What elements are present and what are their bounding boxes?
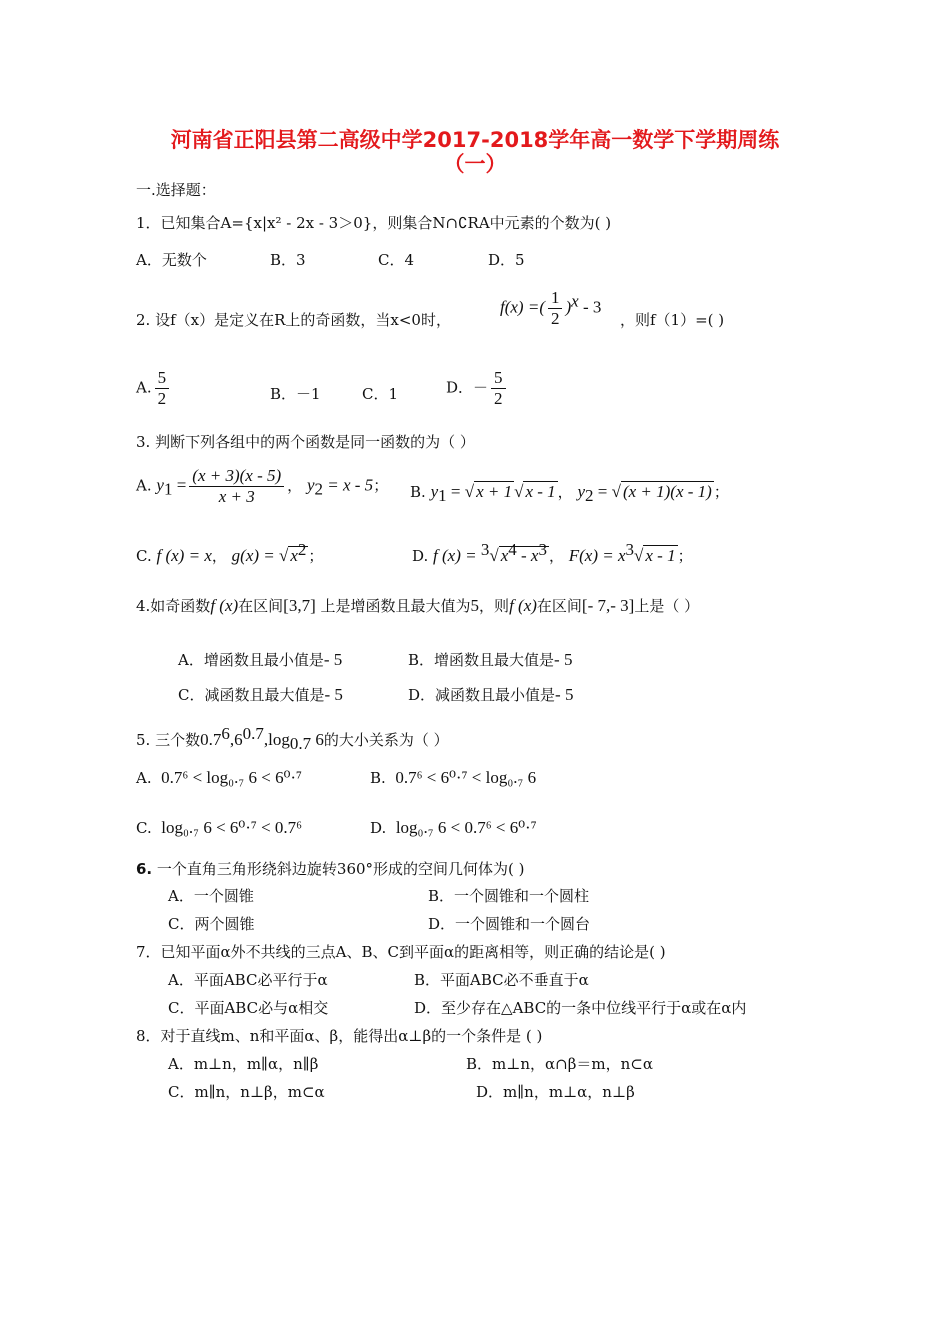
q3-option-a: A. $y_1$ = $\frac{(x + 3)(x - 5)}{x + 3}$ ， $y_2 = x - 5$； bbox=[136, 466, 389, 506]
q1-option-a: A．无数个 bbox=[136, 251, 207, 269]
q5-stem: 5. 三个数$0.7^6,6^{0.7},\log_{0.7}$ 6的大小关系为（ ） bbox=[136, 724, 449, 753]
q1-stem: 1．已知集合A={x|x² - 2x - 3＞0}，则集合N∩∁RA中元素的个数为( ) bbox=[136, 214, 612, 232]
q5-option-d: D. log₀.₇ 6 < 0.7⁶ < 6⁰·⁷ bbox=[370, 818, 537, 837]
q4-stem: 4.如奇函数f (x)在区间[3,7] 上是增函数且最大值为5，则f (x)在区间[- 7,- 3]上是（ ） bbox=[136, 596, 700, 615]
q7-option-c: C．平面ABC必与α相交 bbox=[168, 999, 329, 1017]
q8-option-c: C．m∥n，n⊥β，m⊂α bbox=[168, 1083, 325, 1101]
page-subtitle: （一） bbox=[443, 152, 507, 176]
q3-option-b: B. $y_1$ = √ x + 1 √ x - 1 ， $y_2$ = √ (x + 1)(x - 1) ； bbox=[410, 482, 729, 505]
q2-stem-end: ，则f（1）=( ) bbox=[620, 311, 725, 329]
q6-option-b: B．一个圆锥和一个圆柱 bbox=[428, 887, 590, 905]
q7-option-b: B．平面ABC必不垂直于α bbox=[414, 971, 589, 989]
q6-option-c: C．两个圆锥 bbox=[168, 915, 255, 933]
section-heading: 一.选择题： bbox=[136, 181, 216, 199]
q1-option-d: D．5 bbox=[488, 251, 525, 269]
q2-option-d: D．－ $\frac{5}{2}$ bbox=[446, 368, 509, 409]
q2-option-a: A. $\frac{5}{2}$ bbox=[136, 368, 172, 409]
q5-option-b: B. 0.7⁶ < 6⁰·⁷ < log₀.₇ 6 bbox=[370, 768, 537, 787]
q5-option-a: A. 0.7⁶ < log₀.₇ 6 < 6⁰·⁷ bbox=[136, 768, 302, 787]
q6-option-a: A．一个圆锥 bbox=[168, 887, 254, 905]
q3-option-d: D. f (x) = $^3$√ $x^4 - x^3$ ， $F(x) = x^3√$ x - 1 ； bbox=[412, 540, 693, 565]
q1-option-b: B．3 bbox=[270, 251, 306, 269]
q2-option-c: C．1 bbox=[362, 385, 399, 403]
q2-option-b: B．－1 bbox=[270, 385, 321, 403]
q8-option-a: A．m⊥n，m∥α，n∥β bbox=[168, 1055, 319, 1073]
q4-option-c: C．减函数且最大值是- 5 bbox=[178, 685, 343, 704]
q7-stem: 7．已知平面α外不共线的三点A、B、C到平面α的距离相等，则正确的结论是( ) bbox=[136, 943, 666, 961]
q8-option-b: B．m⊥n，α∩β＝m，n⊂α bbox=[466, 1055, 653, 1073]
q4-option-b: B．增函数且最大值是- 5 bbox=[408, 650, 573, 669]
q2-formula: f(x) =( $\frac{1}{2}$ )$^x$ - 3 bbox=[500, 288, 602, 328]
q6-option-d: D．一个圆锥和一个圆台 bbox=[428, 915, 591, 933]
q3-option-c: C. f (x) = x， g(x) = √ $x^2$ ； bbox=[136, 540, 324, 565]
q7-option-d: D．至少存在△ABC的一条中位线平行于α或在α内 bbox=[414, 999, 747, 1017]
q3-stem: 3. 判断下列各组中的两个函数是同一函数的为（ ） bbox=[136, 433, 475, 451]
q4-option-d: D．减函数且最小值是- 5 bbox=[408, 685, 574, 704]
q1-option-c: C．4 bbox=[378, 251, 415, 269]
q4-option-a: A．增函数且最小值是- 5 bbox=[178, 650, 343, 669]
page-title: 河南省正阳县第二高级中学2017-2018学年高一数学下学期周练 bbox=[170, 128, 780, 152]
q8-stem: 8．对于直线m、n和平面α、β，能得出α⊥β的一个条件是 ( ) bbox=[136, 1027, 543, 1045]
q7-option-a: A．平面ABC必平行于α bbox=[168, 971, 328, 989]
q2-stem: 2. 设f（x）是定义在R上的奇函数，当x<0时， bbox=[136, 311, 451, 329]
q5-option-c: C. log₀.₇ 6 < 6⁰·⁷ < 0.7⁶ bbox=[136, 818, 303, 837]
q8-option-d: D．m∥n，m⊥α，n⊥β bbox=[476, 1083, 635, 1101]
q6-stem: 6. 一个直角三角形绕斜边旋转360°形成的空间几何体为( ) bbox=[136, 860, 525, 878]
